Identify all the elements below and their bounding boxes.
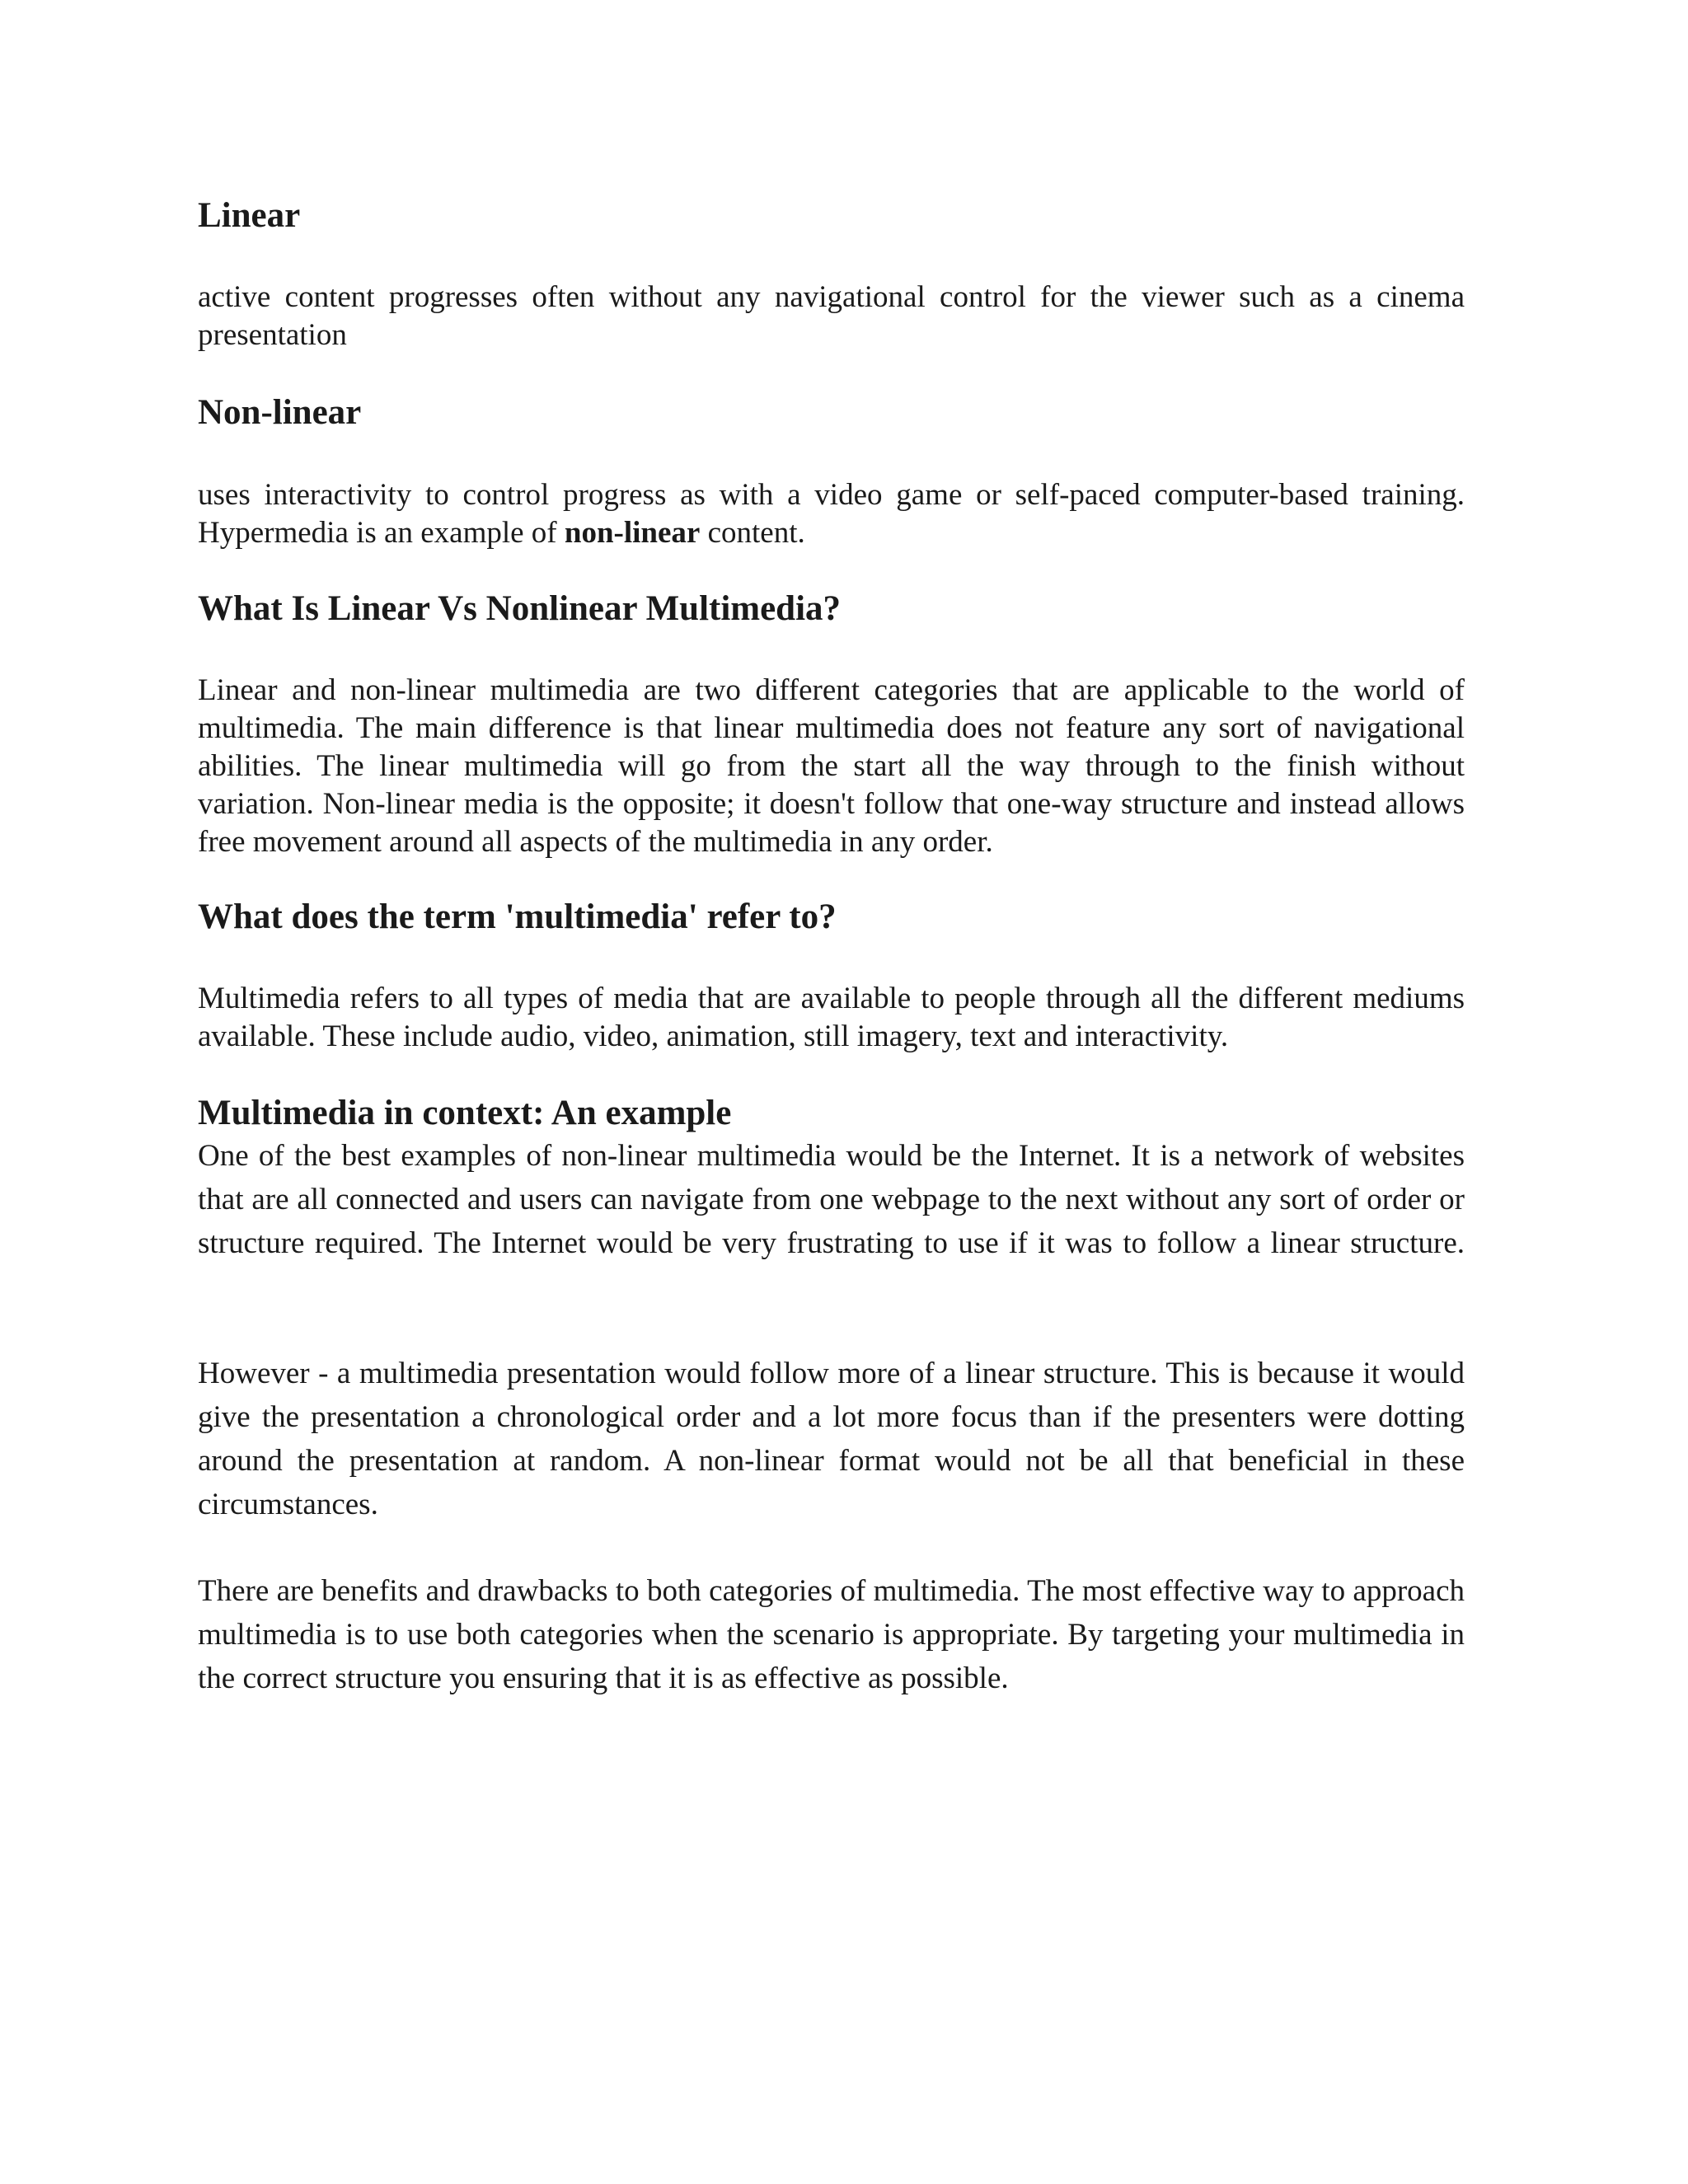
heading-linear-vs-nonlinear: What Is Linear Vs Nonlinear Multimedia?	[198, 589, 842, 628]
heading-linear: Linear	[198, 196, 301, 235]
paragraph-linear: active content progresses often without any navigational control for the viewer such as a cinema presentation	[198, 280, 1465, 352]
heading-example: Multimedia in context: An example	[198, 1094, 732, 1132]
paragraph-example-internet: One of the best examples of non-linear multimedia would be the Internet. It is a network of websites that are all connected and users can navigate from one webpage to the next without any sort of order or structure required. The Internet would be very frustrating to use if it was to follow a linear structure.	[198, 1139, 1465, 1260]
paragraph-example-presentation: However - a multimedia presentation would follow more of a linear structure. This is because it would give the presentation a chronological order and a lot more focus than if the presenters were dotting around the presentation at random. A non-linear format would not be all that beneficial in these circumstances.	[198, 1357, 1465, 1521]
paragraph-term-multimedia: Multimedia refers to all types of media that are available to people through all the different mediums available. These include audio, video, animation, still imagery, text and interactivity.	[198, 982, 1465, 1053]
paragraph-non-linear	[198, 476, 1465, 552]
paragraph-non-linear-end: content.	[700, 516, 805, 550]
paragraph-example-benefits: There are benefits and drawbacks to both categories of multimedia. The most effective way to approach multimedia is to use both categories when the scenario is appropriate. By targeting your multimedia in the correct structure you ensuring that it is as effective as possible.	[198, 1574, 1465, 1695]
paragraph-linear-vs-nonlinear: Linear and non-linear multimedia are two different categories that are applicable to the world of multimedia. The main difference is that linear multimedia does not feature any sort of navigational abilities. The linear multimedia will go from the start all the way through to the finish without variation. Non-linear media is the opposite; it doesn't follow that one-way structure and instead allows free movement around all aspects of the multimedia in any order.	[198, 673, 1465, 859]
paragraph-non-linear-text: uses interactivity to control progress as with a video game or self-paced computer-based training. Hypermedia is an example of	[198, 478, 1465, 550]
heading-term-multimedia: What does the term 'multimedia' refer to?	[198, 898, 837, 936]
heading-non-linear: Non-linear	[198, 393, 362, 432]
paragraph-non-linear-bold: non-linear	[564, 516, 701, 550]
